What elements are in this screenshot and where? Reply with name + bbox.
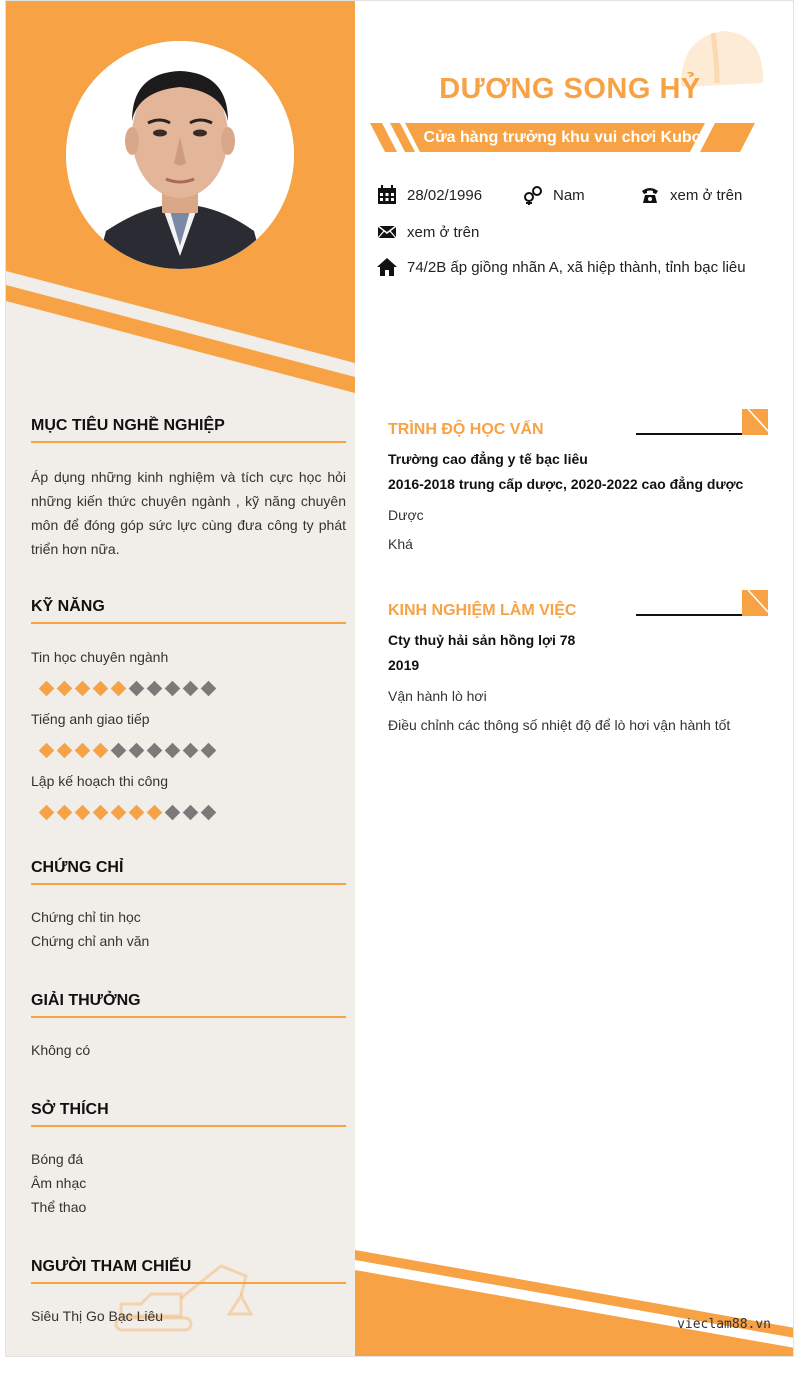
objective-text: Áp dụng những kinh nghiệm và tích cực học hỏi những kiến thức chuyên ngành , kỹ năng chuyên môn để đóng góp sức lực cùng đưa công ty phát triển hơn nữa. xyxy=(31,469,346,557)
award-item: Không có xyxy=(31,1042,91,1058)
rating-dot-filled xyxy=(111,680,127,696)
certificates-heading: CHỨNG CHỈ xyxy=(31,859,346,885)
phone-icon xyxy=(640,185,660,205)
phone-value: xem ở trên xyxy=(670,187,743,204)
rating-dot-filled xyxy=(57,680,73,696)
birthday-value: 28/02/1996 xyxy=(407,187,483,204)
rating-dot-filled xyxy=(93,742,109,758)
rating-dot-filled xyxy=(39,680,55,696)
rating-dot-filled xyxy=(75,680,91,696)
skills-heading: KỸ NĂNG xyxy=(31,598,346,624)
avatar xyxy=(66,41,294,269)
address-info xyxy=(377,256,747,280)
email-info xyxy=(377,221,479,245)
certificate-item: Chứng chỉ tin học xyxy=(31,909,141,925)
objective-section xyxy=(31,417,346,561)
skill-rating xyxy=(31,670,346,706)
rating-dot-filled xyxy=(129,804,145,820)
gender-info xyxy=(523,184,585,208)
education-section xyxy=(388,409,768,559)
skills-section xyxy=(31,598,346,830)
rating-dot-empty xyxy=(129,680,145,696)
cv-page xyxy=(5,0,794,1357)
rating-dot-empty xyxy=(165,680,181,696)
awards-heading: GIẢI THƯỞNG xyxy=(31,992,346,1018)
rating-dot-filled xyxy=(147,804,163,820)
footer-shape xyxy=(355,1246,794,1357)
education-period: 2016-2018 trung cấp dược, 2020-2022 cao đẳng dược xyxy=(388,476,744,492)
gender-icon xyxy=(523,185,543,205)
certificates-section xyxy=(31,859,346,953)
awards-section xyxy=(31,992,346,1062)
references-heading: NGƯỜI THAM CHIẾU xyxy=(31,1258,346,1284)
skill-rating xyxy=(31,732,346,768)
rating-dot-empty xyxy=(183,680,199,696)
left-column xyxy=(6,1,355,1357)
rating-dot-empty xyxy=(183,742,199,758)
certificate-item: Chứng chỉ anh văn xyxy=(31,933,150,949)
candidate-name: DƯƠNG SONG HỶ xyxy=(439,73,701,105)
skill-name: Tin học chuyên ngành xyxy=(31,649,169,665)
hobby-item: Bóng đá xyxy=(31,1151,84,1167)
rating-dot-filled xyxy=(111,804,127,820)
corner-accent-icon xyxy=(742,409,768,435)
education-school: Trường cao đẳng y tế bạc liêu xyxy=(388,451,588,467)
hobby-item: Thể thao xyxy=(31,1199,87,1215)
calendar-icon xyxy=(377,185,397,205)
email-value: xem ở trên xyxy=(407,224,480,241)
right-column xyxy=(355,1,794,1357)
rating-dot-filled xyxy=(93,804,109,820)
phone-info xyxy=(640,184,742,208)
rating-dot-filled xyxy=(75,804,91,820)
experience-company: Cty thuỷ hải sản hồng lợi 78 xyxy=(388,632,576,648)
rating-dot-empty xyxy=(111,742,127,758)
hobby-item: Âm nhạc xyxy=(31,1175,87,1191)
experience-position: Vận hành lò hơi xyxy=(388,688,487,704)
skill-name: Tiếng anh giao tiếp xyxy=(31,711,150,727)
rating-dot-empty xyxy=(201,680,217,696)
rating-dot-empty xyxy=(129,742,145,758)
hobbies-heading: SỞ THÍCH xyxy=(31,1101,346,1127)
skills-list xyxy=(31,644,346,830)
skill-item xyxy=(31,706,346,768)
job-title-ribbon xyxy=(370,123,755,152)
objective-heading: MỤC TIÊU NGHỀ NGHIỆP xyxy=(31,417,346,443)
education-heading: TRÌNH ĐỘ HỌC VẤN xyxy=(388,421,544,438)
reference-item: Siêu Thị Go Bạc Liêu xyxy=(31,1308,164,1324)
rating-dot-filled xyxy=(75,742,91,758)
rating-dot-empty xyxy=(147,742,163,758)
education-major: Dược xyxy=(388,507,424,523)
birthday-info xyxy=(377,184,482,208)
education-grade: Khá xyxy=(388,536,413,552)
experience-section xyxy=(388,590,768,740)
gender-value: Nam xyxy=(553,187,585,204)
home-icon xyxy=(377,257,397,277)
rating-dot-empty xyxy=(165,742,181,758)
site-watermark: vieclam88.vn xyxy=(677,1317,771,1332)
rating-dot-empty xyxy=(147,680,163,696)
skill-name: Lập kế hoạch thi công xyxy=(31,773,168,789)
skill-item xyxy=(31,644,346,706)
experience-year: 2019 xyxy=(388,657,420,673)
rating-dot-filled xyxy=(39,742,55,758)
skill-item xyxy=(31,768,346,830)
corner-accent-icon xyxy=(742,590,768,616)
rating-dot-empty xyxy=(165,804,181,820)
references-section xyxy=(31,1258,346,1328)
rating-dot-empty xyxy=(201,804,217,820)
job-title: Cửa hàng trưởng khu vui chơi Kubo xyxy=(423,129,702,146)
envelope-icon xyxy=(377,222,397,242)
address-value: 74/2B ấp giồng nhãn A, xã hiệp thành, tỉnh bạc liêu xyxy=(407,259,746,276)
rating-dot-filled xyxy=(39,804,55,820)
rating-dot-filled xyxy=(57,742,73,758)
experience-heading: KINH NGHIỆM LÀM VIỆC xyxy=(388,602,577,619)
hobbies-section xyxy=(31,1101,346,1219)
skill-rating xyxy=(31,794,346,830)
rating-dot-filled xyxy=(57,804,73,820)
experience-description: Điều chỉnh các thông số nhiệt độ để lò hơi vận hành tốt xyxy=(388,717,731,733)
rating-dot-filled xyxy=(93,680,109,696)
rating-dot-empty xyxy=(183,804,199,820)
rating-dot-empty xyxy=(201,742,217,758)
